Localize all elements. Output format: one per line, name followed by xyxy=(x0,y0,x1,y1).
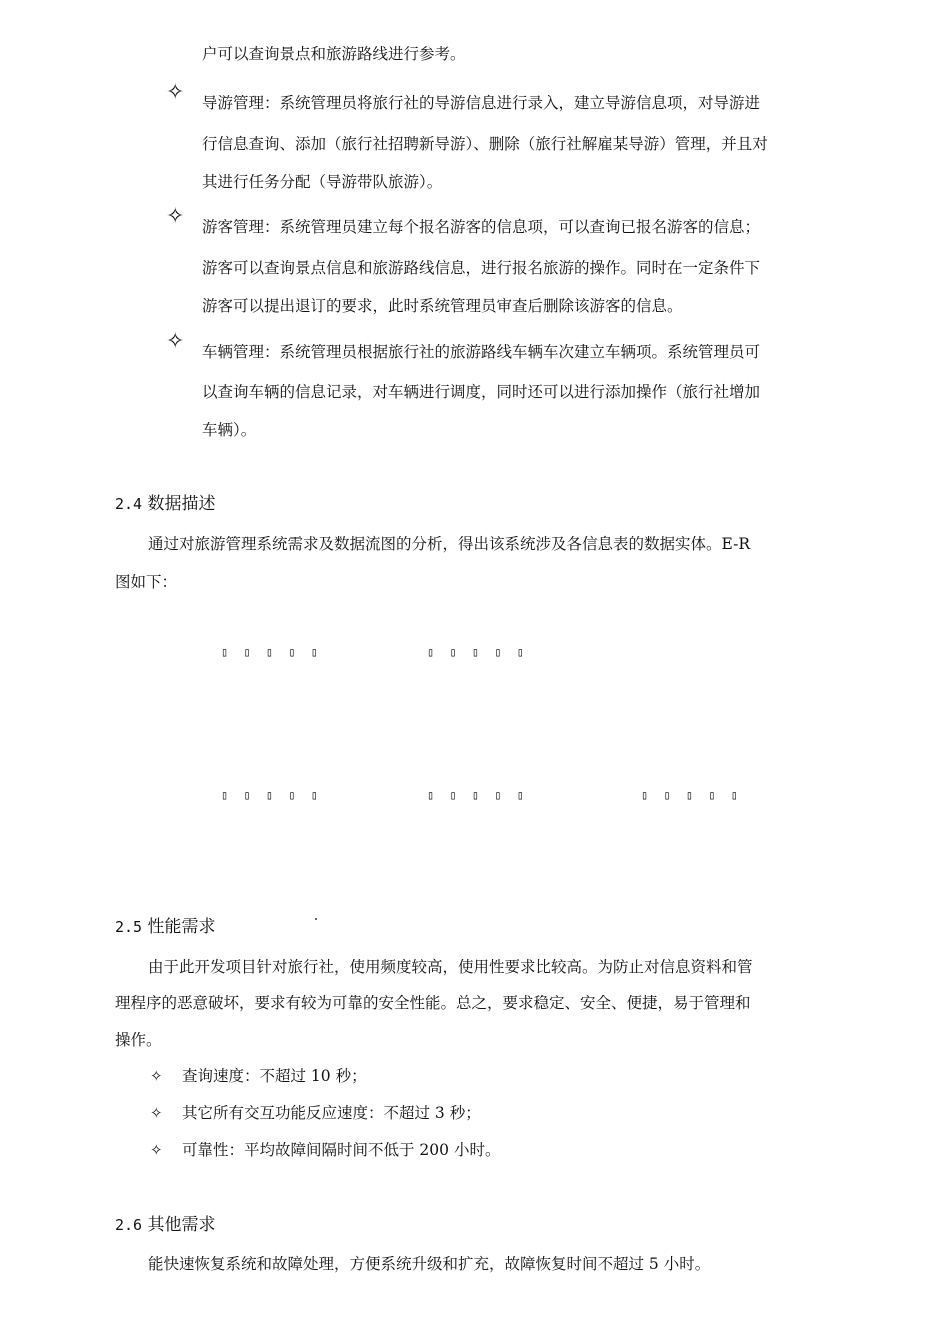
paragraph-line: 图如下： xyxy=(115,573,178,591)
small-star-icon: ✧ xyxy=(150,1067,163,1085)
paragraph-line: 车辆）。 xyxy=(202,421,257,439)
section-title: 其他需求 xyxy=(147,1215,216,1235)
er-entity-label: ▯ ▯ ▯ ▯ ▯ xyxy=(221,788,323,802)
paragraph-line: 游客可以查询景点信息和旅游路线信息，进行报名旅游的操作。同时在一定条件下 xyxy=(202,259,761,277)
er-entity-label: ▯ ▯ ▯ ▯ ▯ xyxy=(221,645,323,659)
paragraph-line: 能快速恢复系统和故障处理，方便系统升级和扩充，故障恢复时间不超过 5 小时。 xyxy=(148,1255,711,1273)
four-point-star-icon: ✧ xyxy=(166,80,185,105)
er-entity-label: ▯ ▯ ▯ ▯ ▯ xyxy=(641,788,743,802)
paragraph-line: 行信息查询、添加（旅行社招聘新导游）、删除（旅行社解雇某导游）管理，并且对 xyxy=(202,135,768,153)
section-number: 2.6 xyxy=(115,1216,143,1234)
paragraph-line: 车辆管理：系统管理员根据旅行社的旅游路线车辆车次建立车辆项。系统管理员可 xyxy=(202,343,761,361)
section-title: 性能需求 xyxy=(147,917,216,937)
section-heading xyxy=(115,493,216,515)
paragraph-line: 由于此开发项目针对旅行社，使用频度较高，使用性要求比较高。为防止对信息资料和管 xyxy=(148,958,753,976)
section-heading xyxy=(115,1214,216,1236)
list-item: 可靠性：平均故障间隔时间不低于 200 小时。 xyxy=(182,1141,501,1159)
section-number: 2.5 xyxy=(115,918,143,936)
small-star-icon: ✧ xyxy=(150,1104,163,1122)
paragraph-line: 游客管理：系统管理员建立每个报名游客的信息项，可以查询已报名游客的信息； xyxy=(202,218,761,236)
paragraph-line: 其进行任务分配（导游带队旅游）。 xyxy=(202,173,443,191)
stray-dot xyxy=(315,918,317,920)
four-point-star-icon: ✧ xyxy=(166,329,185,354)
er-entity-label: ▯ ▯ ▯ ▯ ▯ xyxy=(427,788,529,802)
paragraph-line: 理程序的恶意破坏，要求有较为可靠的安全性能。总之，要求稳定、安全、便捷，易于管理和 xyxy=(115,994,751,1012)
paragraph-line: 操作。 xyxy=(115,1031,162,1049)
paragraph-line: 导游管理：系统管理员将旅行社的导游信息进行录入，建立导游信息项，对导游进 xyxy=(202,94,761,112)
section-heading xyxy=(115,916,216,938)
section-number: 2.4 xyxy=(115,495,143,513)
list-item: 其它所有交互功能反应速度：不超过 3 秒； xyxy=(182,1104,481,1122)
paragraph-line: 以查询车辆的信息记录，对车辆进行调度，同时还可以进行添加操作（旅行社增加 xyxy=(202,383,761,401)
four-point-star-icon: ✧ xyxy=(166,204,185,229)
paragraph-line: 通过对旅游管理系统需求及数据流图的分析，得出该系统涉及各信息表的数据实体。E-R xyxy=(148,535,751,553)
list-item: 查询速度：不超过 10 秒； xyxy=(182,1067,367,1085)
paragraph-line: 户可以查询景点和旅游路线进行参考。 xyxy=(202,45,466,63)
er-entity-label: ▯ ▯ ▯ ▯ ▯ xyxy=(427,645,529,659)
section-title: 数据描述 xyxy=(147,494,216,514)
paragraph-line: 游客可以提出退订的要求，此时系统管理员审查后删除该游客的信息。 xyxy=(202,297,683,315)
small-star-icon: ✧ xyxy=(150,1141,163,1159)
